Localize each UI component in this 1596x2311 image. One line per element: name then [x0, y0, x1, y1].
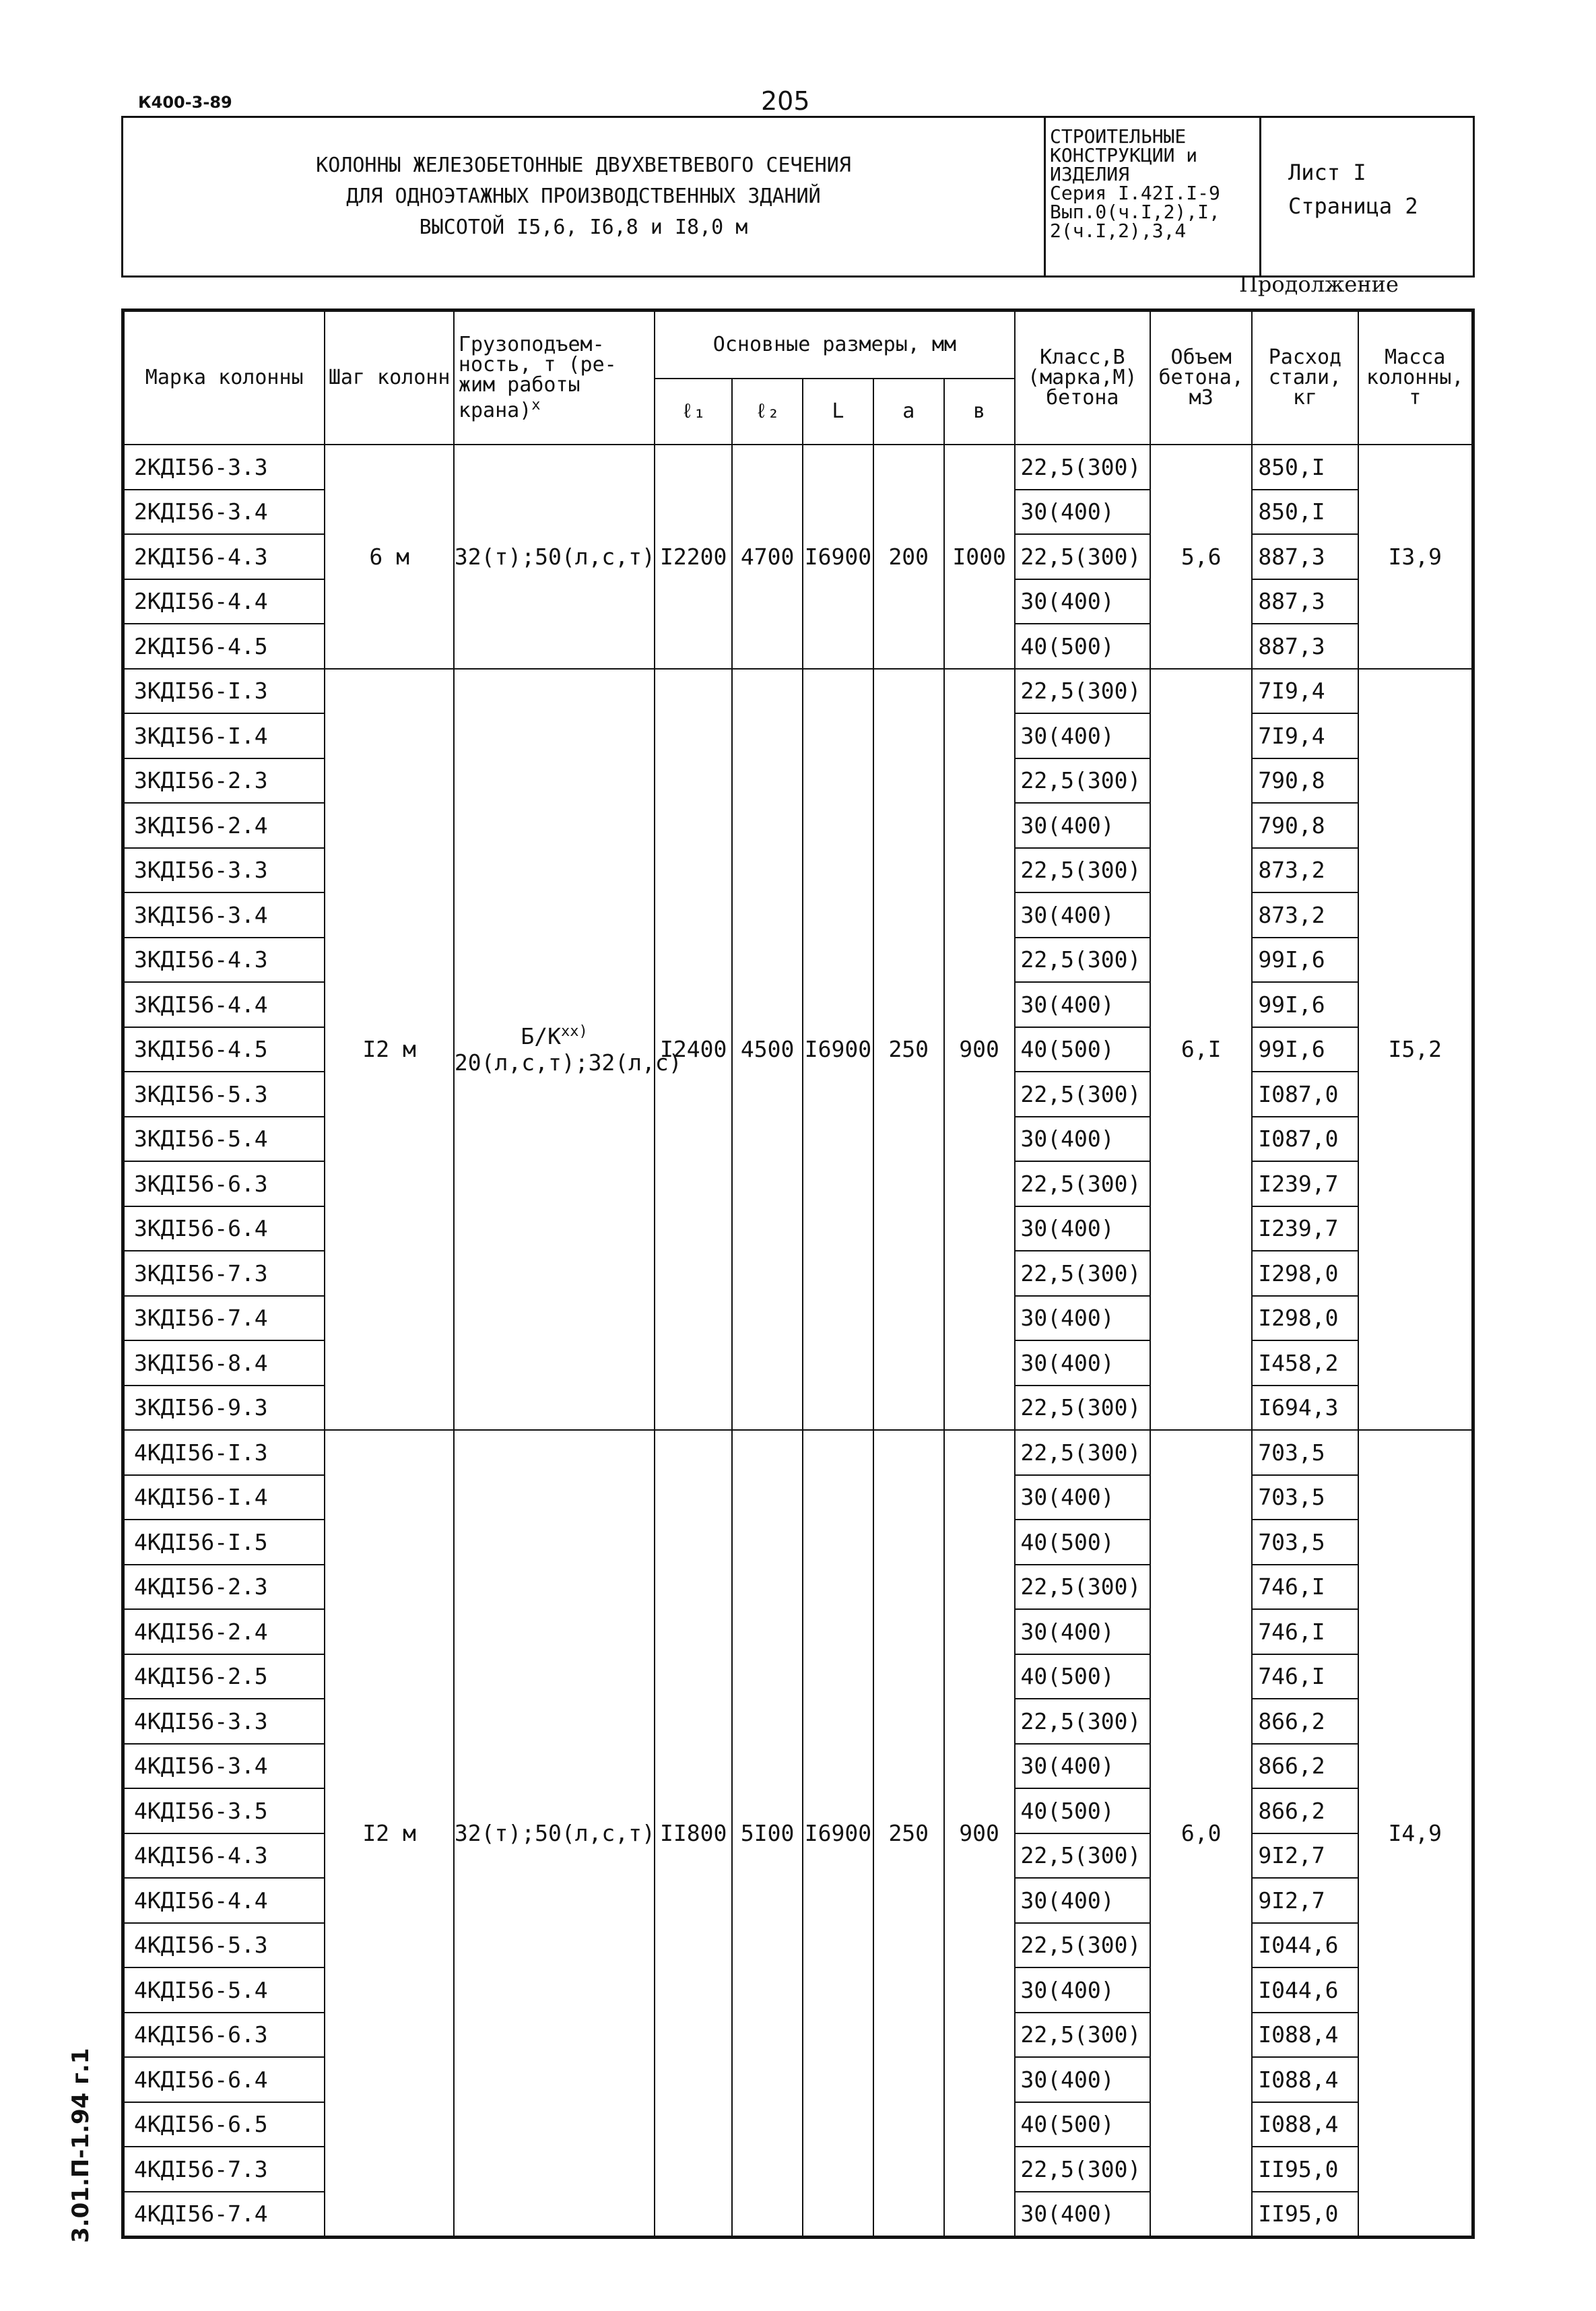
- cell-steel: I298,0: [1252, 1296, 1358, 1341]
- title-header: [121, 116, 1475, 278]
- cell-mark: 4КДI56-I.5: [124, 1520, 325, 1565]
- header-capacity: [454, 311, 655, 445]
- cell-concrete-class: 22,5(300): [1015, 534, 1151, 579]
- header-l1: ℓ₁: [655, 379, 732, 445]
- capacity-prefix: [455, 1023, 654, 1049]
- cell-mark: 4КДI56-I.3: [124, 1430, 325, 1475]
- cell-concrete-class: 22,5(300): [1015, 1699, 1151, 1744]
- cell-concrete-class: 30(400): [1015, 2057, 1151, 2102]
- cell-concrete-class: 30(400): [1015, 1206, 1151, 1251]
- cell-concrete-class: 30(400): [1015, 1475, 1151, 1520]
- cell-concrete-class: 22,5(300): [1015, 1833, 1151, 1879]
- cell-mark: 2КДI56-4.5: [124, 624, 325, 669]
- cell-concrete-class: 22,5(300): [1015, 1161, 1151, 1206]
- cell-mark: 3КДI56-4.4: [124, 982, 325, 1027]
- cell-concrete-class: 22,5(300): [1015, 1251, 1151, 1296]
- cell-b: 900: [944, 669, 1015, 1431]
- sheet-label: Лист I: [1288, 160, 1366, 185]
- cell-steel: 99I,6: [1252, 1027, 1358, 1072]
- cell-l2: 4700: [732, 445, 803, 669]
- cell-b: I000: [944, 445, 1015, 669]
- capacity-value: 20(л,с,т);32(л,с): [454, 1049, 682, 1076]
- cell-steel: 887,3: [1252, 534, 1358, 579]
- cell-step: 6 м: [325, 445, 454, 669]
- continuation-label: Продолжение: [1239, 271, 1399, 297]
- cell-volume: 6,I: [1150, 669, 1252, 1431]
- cell-mark: 4КДI56-5.3: [124, 1923, 325, 1968]
- cell-a: 250: [873, 669, 944, 1431]
- cell-steel: 703,5: [1252, 1475, 1358, 1520]
- cell-concrete-class: 22,5(300): [1015, 669, 1151, 714]
- cell-concrete-class: 30(400): [1015, 2192, 1151, 2237]
- cell-steel: 850,I: [1252, 445, 1358, 490]
- cell-steel: I087,0: [1252, 1072, 1358, 1117]
- side-stamp: 3.01.П-1.94 г.1: [67, 2048, 94, 2243]
- cell-mark: 4КДI56-7.3: [124, 2147, 325, 2192]
- cell-mark: 4КДI56-4.4: [124, 1878, 325, 1923]
- cell-concrete-class: 40(500): [1015, 1027, 1151, 1072]
- cell-mark: 3КДI56-3.4: [124, 892, 325, 938]
- cell-capacity: [454, 1430, 655, 2236]
- cell-steel: 7I9,4: [1252, 713, 1358, 758]
- header-capacity-sup: х: [531, 397, 541, 414]
- cell-steel: 703,5: [1252, 1430, 1358, 1475]
- cell-steel: I239,7: [1252, 1161, 1358, 1206]
- table-row: [124, 1430, 1472, 1475]
- cell-steel: I044,6: [1252, 1923, 1358, 1968]
- cell-steel: 746,I: [1252, 1609, 1358, 1654]
- cell-steel: I088,4: [1252, 2057, 1358, 2102]
- capacity-value: 32(т);50(л,с,т): [454, 1820, 655, 1846]
- title-line: ВЫСОТОЙ I5,6, I6,8 и I8,0 м: [419, 216, 748, 239]
- cell-steel: 746,I: [1252, 1565, 1358, 1610]
- cell-mark: 2КДI56-4.4: [124, 579, 325, 624]
- document-code: К400-3-89: [138, 93, 232, 112]
- cell-concrete-class: 22,5(300): [1015, 2013, 1151, 2058]
- header-steel: Расход стали, кг: [1252, 311, 1358, 445]
- cell-steel: 850,I: [1252, 490, 1358, 535]
- cell-concrete-class: 40(500): [1015, 2102, 1151, 2147]
- cell-mark: 3КДI56-4.5: [124, 1027, 325, 1072]
- series-block: СТРОИТЕЛЬНЫЕ КОНСТРУКЦИИ и ИЗДЕЛИЯ Серия I.42I.I-9 Вып.0(ч.I,2),I, 2(ч.I,2),3,4: [1046, 118, 1261, 275]
- cell-mark: 3КДI56-6.4: [124, 1206, 325, 1251]
- cell-mark: 4КДI56-2.3: [124, 1565, 325, 1610]
- cell-steel: 866,2: [1252, 1699, 1358, 1744]
- header-mark: Марка колонны: [124, 311, 325, 445]
- cell-steel: I087,0: [1252, 1117, 1358, 1162]
- cell-L: I6900: [803, 445, 873, 669]
- cell-steel: 99I,6: [1252, 982, 1358, 1027]
- header-volume: Объем бетона, м3: [1150, 311, 1252, 445]
- cell-steel: 703,5: [1252, 1520, 1358, 1565]
- header-L: L: [803, 379, 873, 445]
- header-capacity-text: Грузоподъем- ность, т (ре- жим работы крана): [458, 333, 617, 422]
- cell-mass: I5,2: [1358, 669, 1472, 1431]
- cell-steel: 7I9,4: [1252, 669, 1358, 714]
- header-dimensions: Основные размеры, мм: [655, 311, 1014, 379]
- cell-concrete-class: 30(400): [1015, 1744, 1151, 1789]
- cell-mark: 4КДI56-2.5: [124, 1654, 325, 1699]
- header-l2: ℓ₂: [732, 379, 803, 445]
- cell-mark: 4КДI56-4.3: [124, 1833, 325, 1879]
- cell-mark: 3КДI56-8.4: [124, 1340, 325, 1386]
- cell-a: 200: [873, 445, 944, 669]
- cell-mark: 3КДI56-4.3: [124, 938, 325, 983]
- cell-mark: 4КДI56-6.5: [124, 2102, 325, 2147]
- cell-concrete-class: 30(400): [1015, 1967, 1151, 2013]
- cell-mass: I4,9: [1358, 1430, 1472, 2236]
- cell-concrete-class: 22,5(300): [1015, 1565, 1151, 1610]
- capacity-value: 32(т);50(л,с,т): [454, 543, 655, 570]
- cell-mass: I3,9: [1358, 445, 1472, 669]
- cell-mark: 4КДI56-6.3: [124, 2013, 325, 2058]
- header-concrete-class: Класс,В (марка,М) бетона: [1015, 311, 1151, 445]
- capacity-prefix-text: Б/К: [521, 1022, 561, 1049]
- cell-concrete-class: 30(400): [1015, 1340, 1151, 1386]
- cell-steel: 873,2: [1252, 848, 1358, 893]
- cell-steel: 9I2,7: [1252, 1833, 1358, 1879]
- cell-concrete-class: 22,5(300): [1015, 1386, 1151, 1431]
- page-label: Страница 2: [1288, 193, 1418, 219]
- cell-concrete-class: 40(500): [1015, 1654, 1151, 1699]
- cell-capacity: [454, 669, 682, 1431]
- cell-L: I6900: [803, 669, 873, 1431]
- cell-steel: 99I,6: [1252, 938, 1358, 983]
- cell-concrete-class: 22,5(300): [1015, 2147, 1151, 2192]
- cell-mark: 3КДI56-6.3: [124, 1161, 325, 1206]
- cell-concrete-class: 40(500): [1015, 1788, 1151, 1833]
- cell-steel: 866,2: [1252, 1744, 1358, 1789]
- cell-steel: 746,I: [1252, 1654, 1358, 1699]
- cell-mark: 3КДI56-I.4: [124, 713, 325, 758]
- cell-l1: II800: [655, 1430, 732, 2236]
- cell-concrete-class: 30(400): [1015, 713, 1151, 758]
- cell-L: I6900: [803, 1430, 873, 2236]
- cell-b: 900: [944, 1430, 1015, 2236]
- cell-mark: 3КДI56-5.4: [124, 1117, 325, 1162]
- cell-steel: I458,2: [1252, 1340, 1358, 1386]
- cell-steel: 866,2: [1252, 1788, 1358, 1833]
- title-line: КОЛОННЫ ЖЕЛЕЗОБЕТОННЫЕ ДВУХВЕТВЕВОГО СЕЧЕНИЯ: [316, 154, 851, 177]
- cell-steel: 9I2,7: [1252, 1878, 1358, 1923]
- sheet-block: [1261, 118, 1477, 275]
- cell-steel: II95,0: [1252, 2192, 1358, 2237]
- header-a: a: [873, 379, 944, 445]
- cell-concrete-class: 22,5(300): [1015, 1072, 1151, 1117]
- cell-l1: I2400: [655, 669, 732, 1431]
- cell-mark: 4КДI56-7.4: [124, 2192, 325, 2237]
- header-b: в: [944, 379, 1015, 445]
- cell-concrete-class: 22,5(300): [1015, 1923, 1151, 1968]
- cell-mark: 4КДI56-3.3: [124, 1699, 325, 1744]
- cell-concrete-class: 30(400): [1015, 803, 1151, 848]
- cell-concrete-class: 30(400): [1015, 892, 1151, 938]
- cell-steel: 887,3: [1252, 579, 1358, 624]
- table-row: [124, 669, 1472, 714]
- cell-steel: 790,8: [1252, 803, 1358, 848]
- cell-steel: I298,0: [1252, 1251, 1358, 1296]
- table-body: [124, 445, 1472, 2236]
- columns-table: [121, 308, 1475, 2239]
- cell-steel: I088,4: [1252, 2013, 1358, 2058]
- cell-mark: 3КДI56-5.3: [124, 1072, 325, 1117]
- cell-mark: 3КДI56-2.4: [124, 803, 325, 848]
- cell-mark: 3КДI56-3.3: [124, 848, 325, 893]
- cell-mark: 3КДI56-I.3: [124, 669, 325, 714]
- cell-steel: I239,7: [1252, 1206, 1358, 1251]
- cell-steel: 873,2: [1252, 892, 1358, 938]
- cell-volume: 5,6: [1150, 445, 1252, 669]
- cell-step: I2 м: [325, 669, 454, 1431]
- cell-mark: 2КДI56-4.3: [124, 534, 325, 579]
- cell-mark: 3КДI56-7.3: [124, 1251, 325, 1296]
- cell-steel: 790,8: [1252, 758, 1358, 804]
- cell-capacity: [454, 445, 655, 669]
- cell-concrete-class: 30(400): [1015, 1117, 1151, 1162]
- cell-concrete-class: 30(400): [1015, 1609, 1151, 1654]
- cell-mark: 4КДI56-3.5: [124, 1788, 325, 1833]
- cell-l2: 4500: [732, 669, 803, 1431]
- cell-mark: 4КДI56-2.4: [124, 1609, 325, 1654]
- cell-step: I2 м: [325, 1430, 454, 2236]
- cell-steel: II95,0: [1252, 2147, 1358, 2192]
- cell-mark: 3КДI56-7.4: [124, 1296, 325, 1341]
- cell-concrete-class: 22,5(300): [1015, 938, 1151, 983]
- cell-concrete-class: 30(400): [1015, 1878, 1151, 1923]
- capacity-prefix-sup: хх): [561, 1022, 588, 1040]
- cell-concrete-class: 40(500): [1015, 1520, 1151, 1565]
- cell-concrete-class: 30(400): [1015, 579, 1151, 624]
- header-step: Шаг колонн: [325, 311, 454, 445]
- cell-steel: I044,6: [1252, 1967, 1358, 2013]
- cell-mark: 4КДI56-6.4: [124, 2057, 325, 2102]
- cell-concrete-class: 22,5(300): [1015, 445, 1151, 490]
- cell-concrete-class: 30(400): [1015, 982, 1151, 1027]
- cell-steel: I694,3: [1252, 1386, 1358, 1431]
- cell-l2: 5I00: [732, 1430, 803, 2236]
- cell-concrete-class: 22,5(300): [1015, 1430, 1151, 1475]
- cell-l1: I2200: [655, 445, 732, 669]
- cell-concrete-class: 22,5(300): [1015, 848, 1151, 893]
- cell-mark: 2КДI56-3.4: [124, 490, 325, 535]
- cell-steel: 887,3: [1252, 624, 1358, 669]
- cell-concrete-class: 30(400): [1015, 1296, 1151, 1341]
- cell-mark: 4КДI56-3.4: [124, 1744, 325, 1789]
- header-mass: Масса колонны, т: [1358, 311, 1472, 445]
- page-number: 205: [761, 86, 810, 116]
- title-line: ДЛЯ ОДНОЭТАЖНЫХ ПРОИЗВОДСТВЕННЫХ ЗДАНИЙ: [346, 185, 821, 208]
- cell-steel: I088,4: [1252, 2102, 1358, 2147]
- cell-mark: 2КДI56-3.3: [124, 445, 325, 490]
- cell-concrete-class: 40(500): [1015, 624, 1151, 669]
- document-title: [123, 118, 1046, 275]
- cell-mark: 4КДI56-5.4: [124, 1967, 325, 2013]
- cell-concrete-class: 22,5(300): [1015, 758, 1151, 804]
- cell-concrete-class: 30(400): [1015, 490, 1151, 535]
- table-row: [124, 445, 1472, 490]
- cell-mark: 3КДI56-2.3: [124, 758, 325, 804]
- cell-a: 250: [873, 1430, 944, 2236]
- cell-volume: 6,0: [1150, 1430, 1252, 2236]
- cell-mark: 3КДI56-9.3: [124, 1386, 325, 1431]
- cell-mark: 4КДI56-I.4: [124, 1475, 325, 1520]
